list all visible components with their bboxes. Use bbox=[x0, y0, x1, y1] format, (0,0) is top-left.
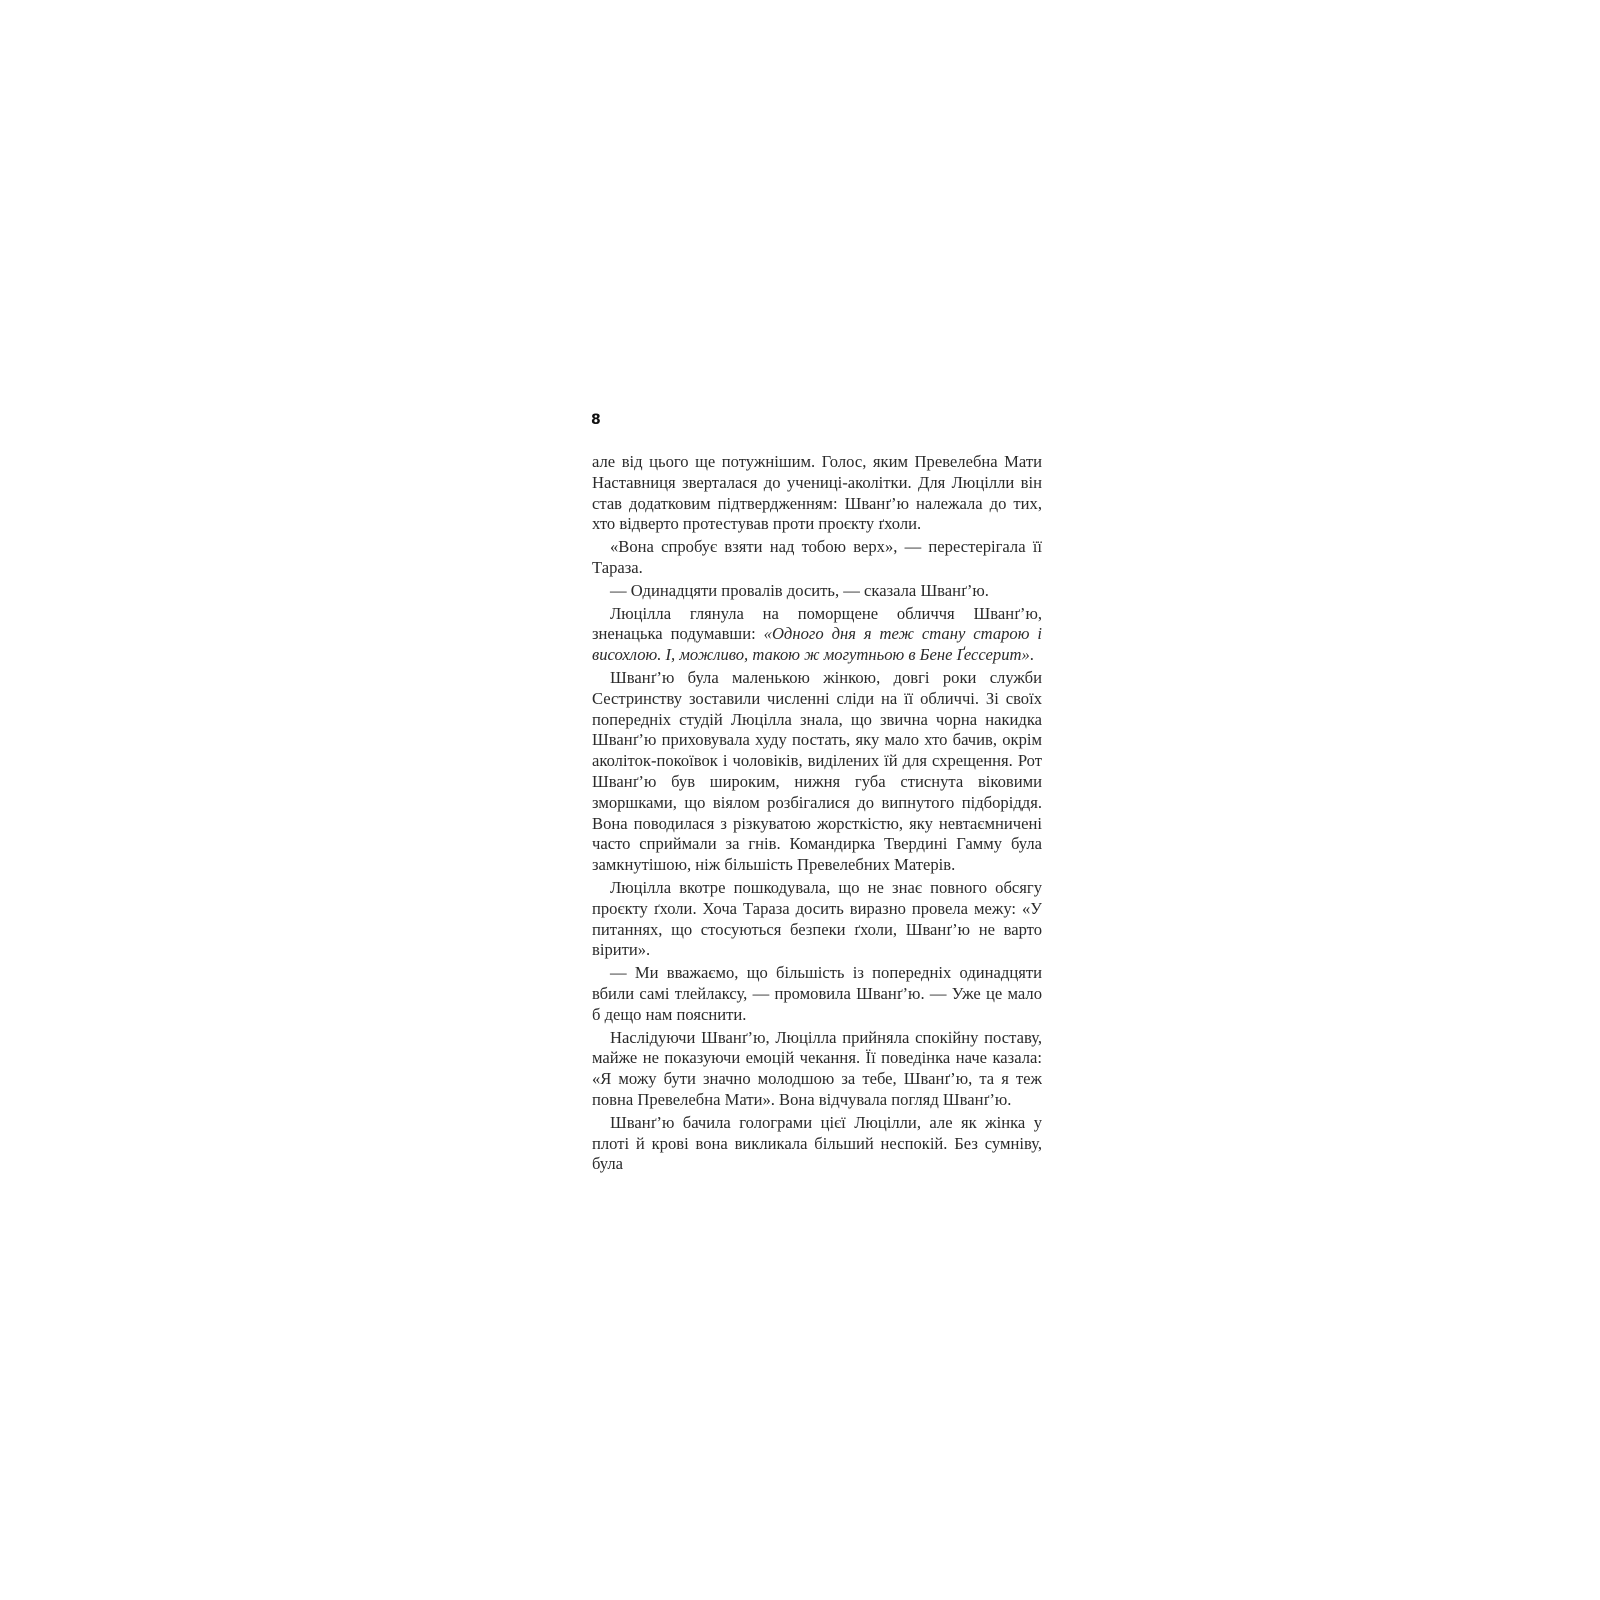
paragraph-1: але від цього ще потужнішим. Голос, яким Превелебна Мати Наставниця зверталася до учениці-аколітки. Для Люцілли він став додатковим підтвердженням: Шванґ’ю належала до тих, хто відверто протестував проти проєкту ґхоли. bbox=[592, 452, 1042, 534]
paragraph-3: — Одинадцяти провалів досить, — сказала Шванґ’ю. bbox=[610, 580, 989, 600]
paragraph-6: Люцілла вкотре пошкодувала, що не знає повного обсягу проєкту ґхоли. Хоча Тараза досить виразно провела межу: «У питаннях, що стосуються безпеки ґхоли, Шванґ’ю не варто вірити». bbox=[592, 877, 1042, 960]
paragraph-7: — Ми вважаємо, що більшість із попередніх одинадцяти вбили самі тлейлаксу, — промовила Шванґ’ю. — Уже це мало б дещо нам пояснити. bbox=[592, 963, 1042, 1024]
paragraph-4-end: . bbox=[1029, 645, 1034, 665]
paragraph-5: Шванґ’ю була маленькою жінкою, довгі роки служби Сестринству зоставили численні сліди на її обличчі. Зі своїх попередніх студій Люцілла знала, що звична чорна накидка Шванґ’ю приховувала худу постать, яку мало хто бачив, окрім аколіток-покоївок і чоловіків, виділених їй для схрещення. Рот Шванґ’ю був широким, нижня губа стиснута віковими зморшками, що віялом розбігалися до випнутого підборіддя. Вона поводилася з різкуватою жорсткістю, яку невтаємничені часто сприймали за гнів. Командирка Твердині Гамму була замкнутішою, ніж більшість Превелебних Матерів. bbox=[592, 667, 1042, 875]
page-number: 8 bbox=[591, 412, 601, 428]
paragraph-4-start: Люцілла глянула на поморщене обличчя Шванґ’ю, зненацька подумавши: bbox=[592, 603, 1042, 644]
body-text bbox=[592, 452, 1042, 1175]
paragraph-9: Шванґ’ю бачила голограми цієї Люцілли, але як жінка у плоті й крові вона викликала більший неспокій. Без сумніву, була bbox=[592, 1112, 1042, 1174]
paragraph-4-italic-quote: «Одного дня я теж стану старою і висохлою. І, можливо, такою ж могутньою в Бене Ґессерит» bbox=[592, 624, 1042, 665]
paragraph-2: «Вона спробує взяти над тобою верх», — перестерігала її Тараза. bbox=[592, 537, 1042, 577]
paragraph-4 bbox=[592, 604, 1042, 666]
paragraph-8: Наслідуючи Шванґ’ю, Люцілла прийняла спокійну поставу, майже не показуючи емоцій чекання. Її поведінка наче казала: «Я можу бути значно молодшою за тебе, Шванґ’ю, та я теж повна Превелебна Мати». Вона відчувала погляд Шванґ’ю. bbox=[592, 1027, 1042, 1109]
